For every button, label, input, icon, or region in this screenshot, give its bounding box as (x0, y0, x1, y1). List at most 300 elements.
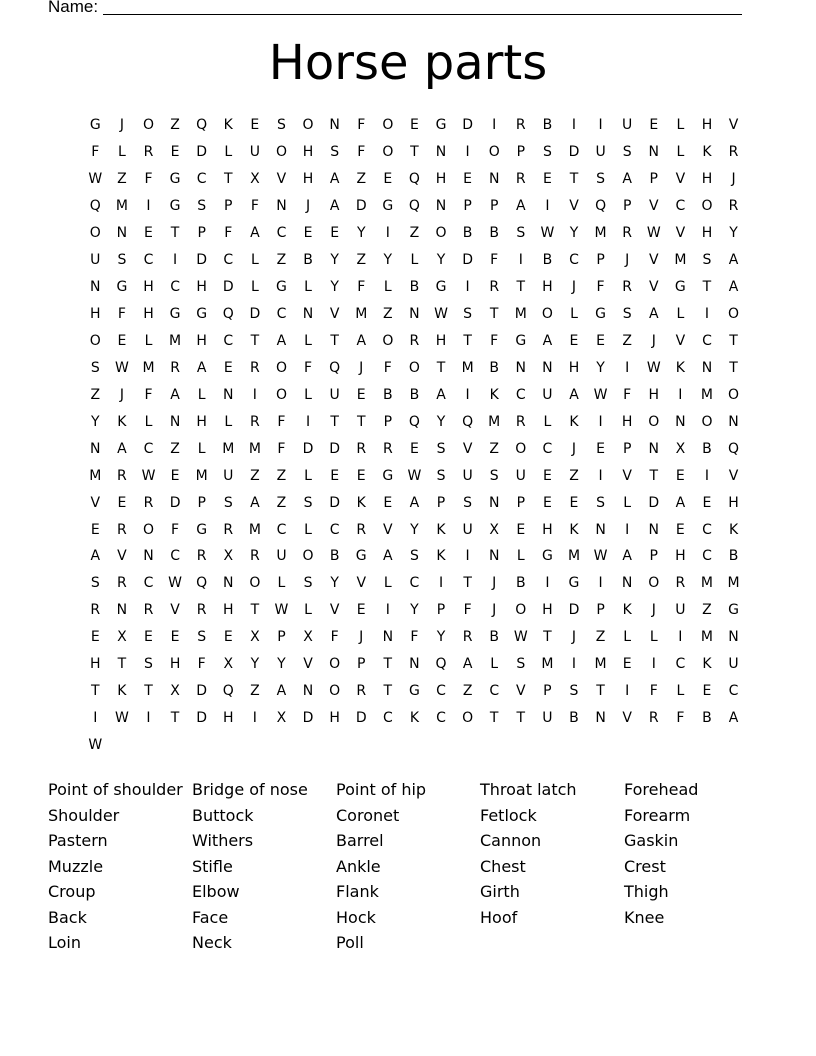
grid-letter[interactable]: V (117, 548, 127, 565)
grid-letter[interactable]: I (625, 521, 630, 538)
grid-letter[interactable]: E (117, 332, 127, 349)
grid-letter[interactable]: C (702, 521, 712, 538)
grid-letter[interactable]: F (197, 656, 206, 673)
grid-letter[interactable]: O (488, 144, 500, 161)
grid-letter[interactable]: J (119, 117, 124, 134)
grid-letter[interactable]: B (303, 252, 313, 269)
grid-letter[interactable]: G (116, 279, 128, 296)
grid-letter[interactable]: P (277, 629, 286, 646)
grid-letter[interactable]: B (462, 225, 473, 242)
grid-letter[interactable]: E (542, 171, 552, 188)
grid-letter[interactable]: H (223, 710, 234, 727)
grid-letter[interactable]: S (569, 683, 579, 700)
grid-letter[interactable]: R (90, 602, 101, 619)
grid-letter[interactable]: A (516, 198, 526, 215)
grid-letter[interactable]: O (329, 656, 341, 673)
grid-letter[interactable]: S (463, 494, 473, 511)
grid-letter[interactable]: B (489, 225, 499, 242)
grid-letter[interactable]: U (675, 602, 686, 619)
grid-letter[interactable]: J (359, 629, 364, 646)
grid-letter[interactable]: T (463, 575, 472, 592)
grid-letter[interactable]: E (702, 494, 712, 511)
grid-letter[interactable]: S (463, 306, 473, 323)
grid-letter[interactable]: C (276, 306, 287, 323)
grid-letter[interactable]: C (143, 252, 154, 269)
grid-letter[interactable]: S (197, 629, 207, 646)
grid-letter[interactable]: R (143, 144, 154, 161)
grid-letter[interactable]: R (675, 575, 686, 592)
grid-letter[interactable]: O (302, 117, 314, 134)
grid-letter[interactable]: V (329, 602, 340, 619)
grid-letter[interactable]: N (488, 548, 500, 565)
grid-letter[interactable]: L (383, 575, 392, 592)
grid-letter[interactable]: O (515, 602, 527, 619)
grid-letter[interactable]: C (675, 198, 686, 215)
grid-letter[interactable]: F (649, 683, 658, 700)
grid-letter[interactable]: D (462, 117, 473, 134)
grid-letter[interactable]: C (170, 279, 180, 296)
grid-letter[interactable]: Y (330, 575, 339, 592)
grid-letter[interactable]: R (515, 413, 526, 430)
grid-letter[interactable]: A (569, 386, 579, 403)
grid-letter[interactable]: N (302, 683, 314, 700)
grid-letter[interactable]: T (250, 602, 260, 619)
grid-letter[interactable]: T (649, 467, 659, 484)
grid-letter[interactable]: O (275, 144, 287, 161)
grid-letter[interactable]: E (117, 494, 127, 511)
grid-letter[interactable]: S (197, 198, 207, 215)
grid-letter[interactable]: R (728, 198, 739, 215)
grid-letter[interactable]: V (622, 710, 632, 727)
grid-letter[interactable]: Y (330, 252, 339, 269)
grid-letter[interactable]: Y (569, 225, 579, 242)
grid-letter[interactable]: M (248, 521, 261, 538)
grid-letter[interactable]: G (515, 332, 527, 349)
grid-letter[interactable]: F (357, 279, 366, 296)
grid-letter[interactable]: Y (436, 413, 446, 430)
grid-letter[interactable]: T (516, 710, 526, 727)
grid-letter[interactable]: R (409, 332, 420, 349)
grid-letter[interactable]: H (701, 225, 713, 242)
grid-letter[interactable]: C (143, 575, 154, 592)
grid-letter[interactable]: T (569, 171, 579, 188)
grid-letter[interactable]: G (196, 521, 208, 538)
grid-letter[interactable]: N (648, 521, 659, 538)
grid-letter[interactable]: G (382, 198, 394, 215)
grid-letter[interactable]: N (116, 602, 128, 619)
grid-letter[interactable]: V (90, 494, 101, 511)
grid-letter[interactable]: G (169, 171, 181, 188)
grid-letter[interactable]: E (702, 683, 712, 700)
grid-letter[interactable]: G (382, 467, 394, 484)
grid-letter[interactable]: R (489, 279, 500, 296)
grid-letter[interactable]: C (702, 548, 712, 565)
grid-letter[interactable]: M (195, 467, 208, 484)
grid-letter[interactable]: S (144, 656, 153, 673)
grid-letter[interactable]: B (409, 279, 420, 296)
grid-letter[interactable]: D (648, 494, 660, 511)
grid-letter[interactable]: Y (596, 359, 605, 376)
grid-letter[interactable]: X (223, 548, 234, 565)
grid-letter[interactable]: V (648, 252, 659, 269)
grid-letter[interactable]: C (409, 575, 420, 592)
grid-letter[interactable]: C (276, 521, 287, 538)
grid-letter[interactable]: R (622, 279, 633, 296)
grid-letter[interactable]: K (622, 602, 632, 619)
grid-letter[interactable]: F (277, 440, 286, 457)
grid-letter[interactable]: D (568, 602, 580, 619)
grid-letter[interactable]: V (303, 656, 313, 673)
grid-letter[interactable]: I (678, 386, 683, 403)
grid-letter[interactable]: T (702, 279, 712, 296)
grid-letter[interactable]: F (463, 602, 472, 619)
grid-letter[interactable]: T (144, 683, 153, 700)
grid-letter[interactable]: E (675, 467, 685, 484)
grid-letter[interactable]: E (356, 467, 366, 484)
grid-letter[interactable]: C (515, 386, 526, 403)
grid-letter[interactable]: H (196, 413, 207, 430)
grid-letter[interactable]: D (196, 252, 208, 269)
grid-letter[interactable]: C (702, 332, 712, 349)
grid-letter[interactable]: E (596, 332, 605, 349)
grid-letter[interactable]: N (595, 710, 606, 727)
grid-letter[interactable]: O (142, 117, 154, 134)
grid-letter[interactable]: T (489, 710, 499, 727)
grid-letter[interactable]: B (702, 440, 712, 457)
grid-letter[interactable]: V (356, 575, 367, 592)
grid-letter[interactable]: J (119, 386, 124, 403)
grid-letter[interactable]: O (435, 225, 447, 242)
grid-letter[interactable]: S (436, 467, 446, 484)
grid-letter[interactable]: Z (276, 252, 287, 269)
grid-letter[interactable]: D (196, 683, 208, 700)
grid-letter[interactable]: L (304, 386, 312, 403)
grid-letter[interactable]: B (383, 386, 393, 403)
grid-letter[interactable]: J (651, 332, 656, 349)
grid-letter[interactable]: I (651, 656, 656, 673)
grid-letter[interactable]: O (648, 413, 660, 430)
grid-letter[interactable]: Y (436, 629, 446, 646)
grid-letter[interactable]: S (596, 171, 606, 188)
grid-letter[interactable]: V (276, 171, 287, 188)
grid-letter[interactable]: P (516, 144, 526, 161)
grid-letter[interactable]: Z (595, 629, 606, 646)
grid-letter[interactable]: R (648, 710, 659, 727)
grid-letter[interactable]: T (356, 413, 366, 430)
grid-letter[interactable]: X (675, 440, 686, 457)
grid-letter[interactable]: J (571, 629, 577, 646)
grid-letter[interactable]: N (542, 359, 553, 376)
grid-letter[interactable]: R (170, 359, 180, 376)
grid-letter[interactable]: D (302, 710, 314, 727)
grid-letter[interactable]: Q (222, 683, 234, 700)
grid-letter[interactable]: D (196, 710, 208, 727)
grid-letter[interactable]: A (622, 171, 632, 188)
grid-letter[interactable]: L (197, 386, 206, 403)
grid-letter[interactable]: U (276, 548, 287, 565)
grid-letter[interactable]: B (542, 117, 553, 134)
grid-letter[interactable]: K (728, 521, 739, 538)
grid-letter[interactable]: R (143, 494, 154, 511)
grid-letter[interactable]: T (516, 279, 526, 296)
grid-letter[interactable]: T (330, 413, 339, 430)
grid-letter[interactable]: Z (356, 171, 367, 188)
grid-letter[interactable]: H (196, 332, 207, 349)
grid-letter[interactable]: X (250, 171, 260, 188)
grid-letter[interactable]: Y (436, 252, 446, 269)
grid-letter[interactable]: P (463, 198, 472, 215)
grid-letter[interactable]: U (595, 144, 606, 161)
grid-letter[interactable]: C (329, 521, 340, 538)
grid-letter[interactable]: P (436, 602, 446, 619)
grid-letter[interactable]: V (728, 117, 739, 134)
grid-letter[interactable]: S (702, 252, 712, 269)
grid-letter[interactable]: V (648, 279, 659, 296)
grid-letter[interactable]: N (382, 629, 394, 646)
grid-letter[interactable]: O (302, 548, 314, 565)
grid-letter[interactable]: L (304, 332, 312, 349)
grid-letter[interactable]: I (252, 710, 257, 727)
grid-letter[interactable]: H (143, 306, 154, 323)
grid-letter[interactable]: E (170, 467, 180, 484)
grid-letter[interactable]: P (649, 548, 658, 565)
grid-letter[interactable]: F (144, 171, 153, 188)
grid-letter[interactable]: M (169, 332, 182, 349)
grid-letter[interactable]: E (542, 467, 552, 484)
grid-letter[interactable]: P (596, 602, 605, 619)
grid-letter[interactable]: T (489, 306, 499, 323)
grid-letter[interactable]: Z (383, 306, 393, 323)
grid-letter[interactable]: K (223, 117, 233, 134)
grid-letter[interactable]: V (383, 521, 393, 538)
grid-letter[interactable]: J (625, 252, 630, 269)
grid-letter[interactable]: L (623, 494, 632, 511)
grid-letter[interactable]: J (305, 198, 311, 215)
grid-letter[interactable]: D (462, 252, 473, 269)
grid-letter[interactable]: N (90, 440, 101, 457)
grid-letter[interactable]: E (330, 467, 340, 484)
grid-letter[interactable]: A (436, 386, 446, 403)
grid-letter[interactable]: Y (729, 225, 738, 242)
grid-letter[interactable]: D (355, 198, 367, 215)
grid-letter[interactable]: P (622, 198, 632, 215)
grid-letter[interactable]: T (543, 629, 552, 646)
grid-letter[interactable]: R (117, 575, 127, 592)
grid-letter[interactable]: O (382, 144, 394, 161)
grid-letter[interactable]: Z (409, 225, 420, 242)
grid-letter[interactable]: Y (410, 521, 419, 538)
grid-letter[interactable]: I (438, 575, 444, 592)
grid-letter[interactable]: M (355, 306, 368, 323)
grid-letter[interactable]: N (90, 279, 101, 296)
grid-letter[interactable]: A (728, 710, 739, 727)
grid-letter[interactable]: C (143, 440, 154, 457)
grid-letter[interactable]: U (462, 521, 473, 538)
grid-letter[interactable]: S (330, 144, 340, 161)
grid-letter[interactable]: U (223, 467, 234, 484)
grid-letter[interactable]: E (223, 629, 233, 646)
grid-letter[interactable]: I (146, 710, 151, 727)
grid-letter[interactable]: F (250, 198, 259, 215)
grid-letter[interactable]: D (302, 440, 314, 457)
grid-letter[interactable]: U (249, 144, 260, 161)
grid-letter[interactable]: I (545, 198, 550, 215)
grid-letter[interactable]: U (90, 252, 101, 269)
grid-letter[interactable]: R (728, 144, 739, 161)
grid-letter[interactable]: F (277, 413, 286, 430)
grid-letter[interactable]: M (222, 440, 235, 457)
grid-letter[interactable]: Z (276, 467, 287, 484)
grid-letter[interactable]: C (276, 225, 287, 242)
grid-letter[interactable]: G (355, 548, 367, 565)
grid-letter[interactable]: L (277, 575, 286, 592)
grid-letter[interactable]: Z (702, 602, 712, 619)
grid-letter[interactable]: N (728, 629, 739, 646)
grid-letter[interactable]: G (408, 683, 420, 700)
grid-letter[interactable]: U (622, 117, 633, 134)
grid-letter[interactable]: W (434, 306, 448, 323)
grid-letter[interactable]: O (728, 306, 740, 323)
grid-letter[interactable]: T (410, 144, 419, 161)
grid-letter[interactable]: O (275, 359, 287, 376)
grid-letter[interactable]: S (622, 144, 632, 161)
grid-letter[interactable]: S (436, 440, 446, 457)
grid-letter[interactable]: D (249, 306, 261, 323)
grid-letter[interactable]: Z (170, 117, 180, 134)
grid-letter[interactable]: S (516, 225, 526, 242)
grid-letter[interactable]: H (302, 171, 314, 188)
grid-letter[interactable]: U (542, 710, 553, 727)
grid-letter[interactable]: J (731, 171, 736, 188)
grid-letter[interactable]: Z (117, 171, 127, 188)
grid-letter[interactable]: P (357, 656, 366, 673)
grid-letter[interactable]: E (90, 521, 100, 538)
grid-letter[interactable]: H (542, 279, 553, 296)
grid-letter[interactable]: I (518, 252, 523, 269)
grid-letter[interactable]: I (598, 413, 603, 430)
grid-letter[interactable]: W (168, 575, 182, 592)
grid-letter[interactable]: Q (408, 413, 420, 430)
grid-letter[interactable]: Q (462, 413, 474, 430)
grid-letter[interactable]: D (222, 279, 234, 296)
grid-letter[interactable]: S (90, 359, 100, 376)
grid-letter[interactable]: E (330, 225, 340, 242)
grid-letter[interactable]: K (436, 521, 446, 538)
grid-letter[interactable]: P (516, 494, 526, 511)
grid-letter[interactable]: H (90, 656, 101, 673)
grid-letter[interactable]: I (704, 467, 710, 484)
grid-letter[interactable]: M (567, 548, 581, 565)
grid-letter[interactable]: I (465, 386, 470, 403)
grid-letter[interactable]: P (489, 198, 499, 215)
grid-letter[interactable]: B (542, 252, 553, 269)
grid-letter[interactable]: C (728, 683, 739, 700)
grid-letter[interactable]: K (702, 144, 712, 161)
grid-letter[interactable]: P (649, 171, 658, 188)
grid-letter[interactable]: W (274, 602, 289, 619)
grid-letter[interactable]: C (223, 332, 234, 349)
grid-letter[interactable]: H (329, 710, 340, 727)
grid-letter[interactable]: T (383, 683, 393, 700)
grid-letter[interactable]: M (461, 359, 474, 376)
grid-letter[interactable]: F (410, 629, 419, 646)
grid-letter[interactable]: L (304, 521, 312, 538)
grid-letter[interactable]: S (303, 494, 313, 511)
grid-letter[interactable]: Q (408, 171, 420, 188)
grid-letter[interactable]: H (169, 656, 181, 673)
grid-letter[interactable]: A (196, 359, 207, 376)
grid-letter[interactable]: B (515, 575, 526, 592)
grid-letter[interactable]: E (250, 117, 260, 134)
grid-letter[interactable]: N (728, 413, 739, 430)
grid-letter[interactable]: I (598, 467, 603, 484)
grid-letter[interactable]: K (569, 413, 579, 430)
grid-letter[interactable]: K (117, 413, 127, 430)
grid-letter[interactable]: X (250, 629, 260, 646)
grid-letter[interactable]: U (728, 656, 739, 673)
grid-letter[interactable]: O (382, 117, 394, 134)
grid-letter[interactable]: M (514, 306, 527, 323)
grid-letter[interactable]: Q (196, 117, 208, 134)
grid-letter[interactable]: I (385, 225, 390, 242)
grid-letter[interactable]: Q (89, 198, 101, 215)
grid-letter[interactable]: S (409, 548, 419, 565)
grid-letter[interactable]: X (303, 629, 313, 646)
grid-letter[interactable]: P (197, 225, 206, 242)
grid-letter[interactable]: I (492, 117, 497, 134)
grid-letter[interactable]: E (569, 494, 579, 511)
grid-letter[interactable]: Z (462, 683, 473, 700)
grid-letter[interactable]: N (302, 306, 314, 323)
grid-letter[interactable]: E (596, 440, 605, 457)
grid-letter[interactable]: N (435, 198, 447, 215)
grid-letter[interactable]: L (304, 279, 312, 296)
grid-letter[interactable]: E (90, 629, 100, 646)
grid-letter[interactable]: G (435, 279, 447, 296)
grid-letter[interactable]: M (700, 629, 713, 646)
grid-letter[interactable]: O (89, 225, 101, 242)
grid-letter[interactable]: T (117, 656, 127, 673)
grid-letter[interactable]: R (356, 521, 367, 538)
grid-letter[interactable]: O (701, 413, 713, 430)
grid-letter[interactable]: L (623, 629, 632, 646)
grid-letter[interactable]: E (622, 656, 632, 673)
grid-letter[interactable]: L (676, 144, 685, 161)
grid-letter[interactable]: L (224, 144, 233, 161)
grid-letter[interactable]: T (170, 225, 180, 242)
grid-letter[interactable]: M (700, 386, 713, 403)
grid-letter[interactable]: C (542, 440, 553, 457)
grid-letter[interactable]: E (356, 386, 366, 403)
grid-letter[interactable]: W (593, 548, 608, 565)
grid-letter[interactable]: Z (622, 332, 632, 349)
grid-letter[interactable]: I (93, 710, 98, 727)
grid-letter[interactable]: Z (90, 386, 101, 403)
grid-letter[interactable]: O (701, 198, 713, 215)
grid-letter[interactable]: K (356, 494, 366, 511)
grid-letter[interactable]: V (170, 602, 180, 619)
grid-letter[interactable]: P (596, 252, 605, 269)
grid-letter[interactable]: G (169, 198, 181, 215)
grid-letter[interactable]: E (223, 359, 233, 376)
grid-letter[interactable]: M (674, 252, 687, 269)
grid-letter[interactable]: R (622, 225, 633, 242)
grid-letter[interactable]: J (571, 440, 577, 457)
grid-letter[interactable]: F (224, 225, 233, 242)
grid-letter[interactable]: N (675, 413, 686, 430)
grid-letter[interactable]: M (594, 656, 607, 673)
grid-letter[interactable]: O (648, 575, 660, 592)
